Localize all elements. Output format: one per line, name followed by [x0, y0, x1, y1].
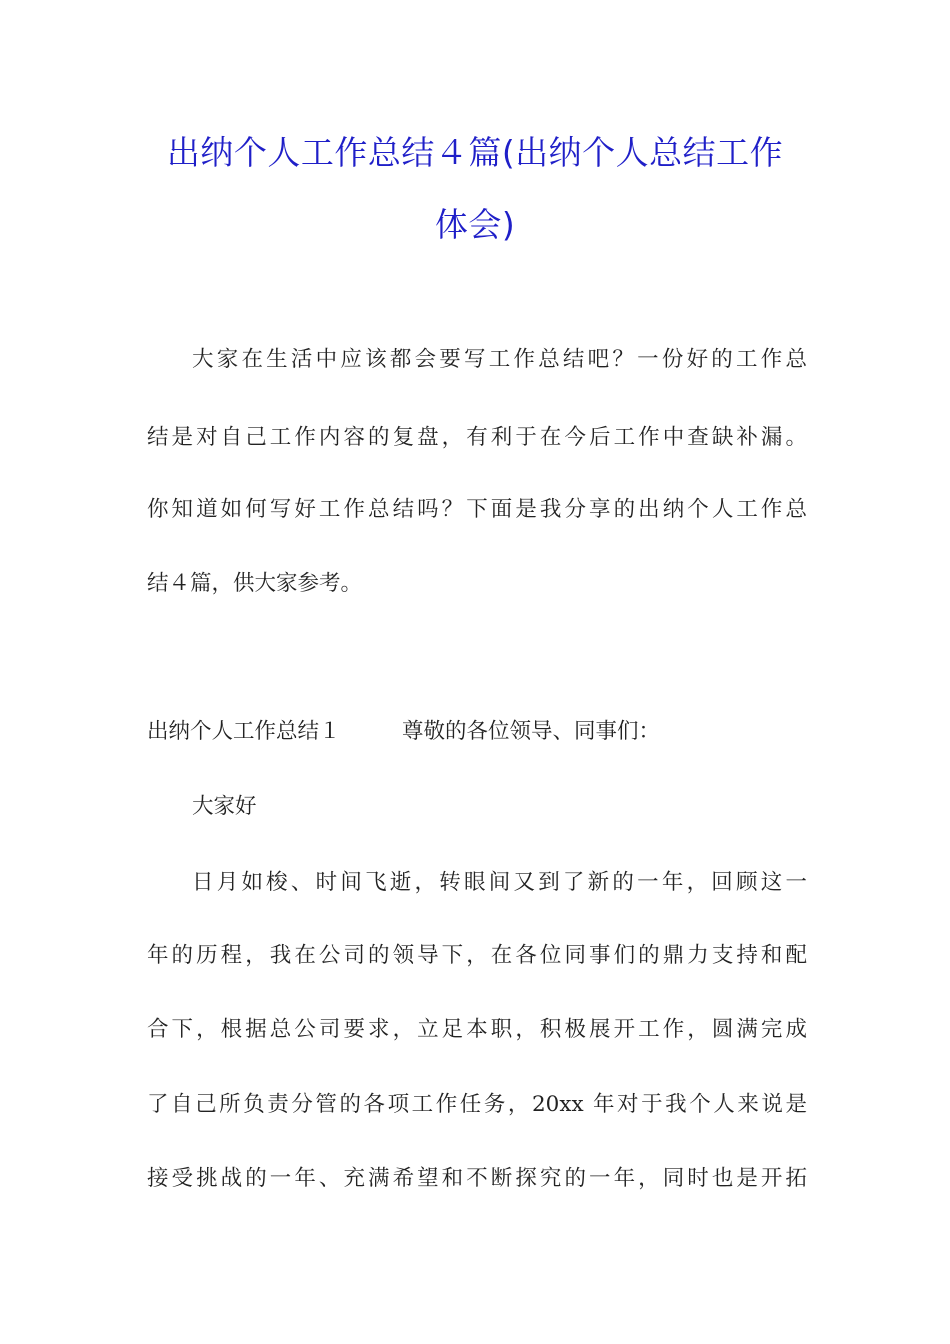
section-1-body-line: 日月如梭、时间飞逝，转眼间又到了新的一年，回顾这一: [192, 870, 807, 895]
intro-paragraph-line: 你知道如何写好工作总结吗？下面是我分享的出纳个人工作总: [147, 497, 807, 522]
section-1-body-line: 合下，根据总公司要求，立足本职，积极展开工作，圆满完成: [147, 1017, 807, 1042]
intro-paragraph-line: 结是对自己工作内容的复盘，有利于在今后工作中查缺补漏。: [147, 425, 807, 450]
intro-paragraph-line: 结４篇，供大家参考。: [147, 571, 363, 596]
intro-paragraph-line: 大家在生活中应该都会要写工作总结吧？一份好的工作总: [192, 347, 807, 372]
document-title-line-1: 出纳个人工作总结４篇(出纳个人总结工作: [166, 133, 784, 172]
section-1-greeting: 尊敬的各位领导、同事们：: [402, 719, 661, 744]
section-1-body-line: 了自己所负责分管的各项工作任务，20xx 年对于我个人来说是: [147, 1092, 807, 1117]
section-1-heading-row: [147, 716, 807, 748]
document-title-line-2: 体会): [434, 205, 516, 244]
section-1-heading: 出纳个人工作总结１: [147, 719, 341, 744]
section-1-body-line: 接受挑战的一年、充满希望和不断探究的一年，同时也是开拓: [147, 1166, 807, 1191]
section-1-salutation: 大家好: [192, 794, 257, 819]
section-1-body-line: 年的历程，我在公司的领导下，在各位同事们的鼎力支持和配: [147, 943, 807, 968]
